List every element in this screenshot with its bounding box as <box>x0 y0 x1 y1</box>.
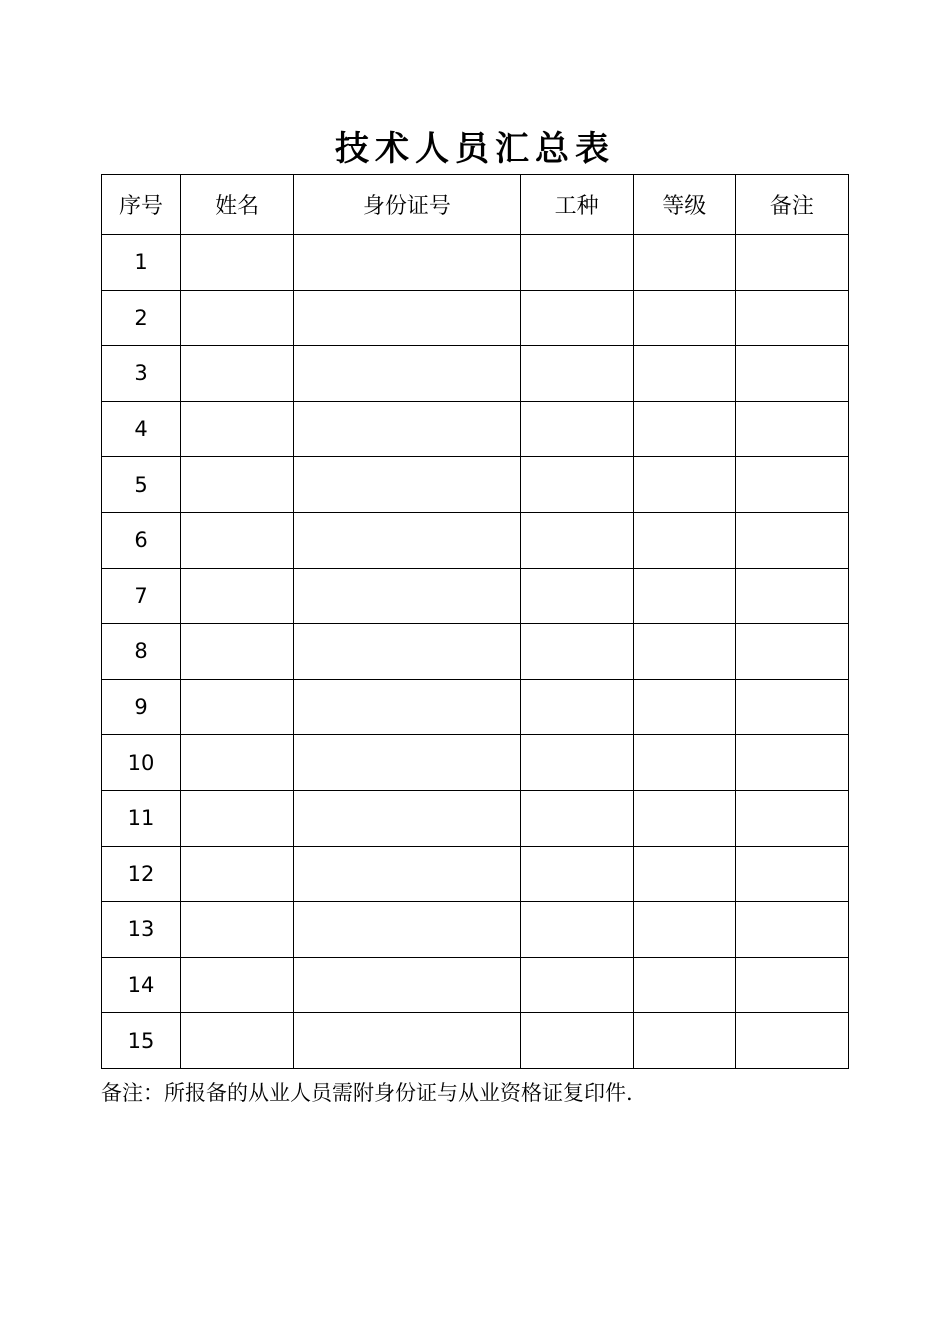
table-body <box>102 235 849 1069</box>
id-number-cell[interactable] <box>294 624 520 680</box>
trade-cell[interactable] <box>520 735 633 791</box>
table-row <box>102 512 849 568</box>
trade-cell[interactable] <box>520 457 633 513</box>
personnel-summary-table <box>101 174 849 1069</box>
name-cell[interactable] <box>181 1013 294 1069</box>
remarks-cell[interactable] <box>735 1013 848 1069</box>
table-row <box>102 457 849 513</box>
header-remarks: 备注 <box>735 175 848 235</box>
header-trade: 工种 <box>520 175 633 235</box>
header-seq: 序号 <box>102 175 181 235</box>
seq-cell: 1 <box>102 235 181 291</box>
seq-cell: 2 <box>102 290 181 346</box>
remarks-cell[interactable] <box>735 679 848 735</box>
trade-cell[interactable] <box>520 902 633 958</box>
table-row <box>102 735 849 791</box>
trade-cell[interactable] <box>520 624 633 680</box>
id-number-cell[interactable] <box>294 735 520 791</box>
name-cell[interactable] <box>181 679 294 735</box>
trade-cell[interactable] <box>520 401 633 457</box>
table-row <box>102 624 849 680</box>
id-number-cell[interactable] <box>294 512 520 568</box>
table-row <box>102 846 849 902</box>
seq-cell: 4 <box>102 401 181 457</box>
header-name: 姓名 <box>181 175 294 235</box>
grade-cell[interactable] <box>633 679 735 735</box>
grade-cell[interactable] <box>633 401 735 457</box>
grade-cell[interactable] <box>633 235 735 291</box>
grade-cell[interactable] <box>633 790 735 846</box>
name-cell[interactable] <box>181 568 294 624</box>
seq-cell: 10 <box>102 735 181 791</box>
remarks-cell[interactable] <box>735 735 848 791</box>
table-row <box>102 679 849 735</box>
trade-cell[interactable] <box>520 346 633 402</box>
table-row <box>102 235 849 291</box>
id-number-cell[interactable] <box>294 1013 520 1069</box>
table-row <box>102 1013 849 1069</box>
seq-cell: 15 <box>102 1013 181 1069</box>
id-number-cell[interactable] <box>294 790 520 846</box>
seq-cell: 3 <box>102 346 181 402</box>
id-number-cell[interactable] <box>294 679 520 735</box>
remarks-cell[interactable] <box>735 568 848 624</box>
name-cell[interactable] <box>181 401 294 457</box>
grade-cell[interactable] <box>633 346 735 402</box>
remarks-cell[interactable] <box>735 624 848 680</box>
trade-cell[interactable] <box>520 512 633 568</box>
table-row <box>102 401 849 457</box>
seq-cell: 5 <box>102 457 181 513</box>
name-cell[interactable] <box>181 624 294 680</box>
id-number-cell[interactable] <box>294 457 520 513</box>
name-cell[interactable] <box>181 512 294 568</box>
name-cell[interactable] <box>181 457 294 513</box>
trade-cell[interactable] <box>520 290 633 346</box>
name-cell[interactable] <box>181 735 294 791</box>
seq-cell: 14 <box>102 957 181 1013</box>
grade-cell[interactable] <box>633 568 735 624</box>
name-cell[interactable] <box>181 790 294 846</box>
grade-cell[interactable] <box>633 846 735 902</box>
table-row <box>102 957 849 1013</box>
id-number-cell[interactable] <box>294 346 520 402</box>
seq-cell: 13 <box>102 902 181 958</box>
grade-cell[interactable] <box>633 624 735 680</box>
grade-cell[interactable] <box>633 290 735 346</box>
grade-cell[interactable] <box>633 902 735 958</box>
remarks-cell[interactable] <box>735 846 848 902</box>
page-title: 技术人员汇总表 <box>335 129 615 169</box>
trade-cell[interactable] <box>520 235 633 291</box>
seq-cell: 6 <box>102 512 181 568</box>
remarks-cell[interactable] <box>735 457 848 513</box>
seq-cell: 12 <box>102 846 181 902</box>
seq-cell: 9 <box>102 679 181 735</box>
name-cell[interactable] <box>181 902 294 958</box>
table-header-row <box>102 175 849 235</box>
table-row <box>102 346 849 402</box>
trade-cell[interactable] <box>520 679 633 735</box>
seq-cell: 8 <box>102 624 181 680</box>
grade-cell[interactable] <box>633 512 735 568</box>
trade-cell[interactable] <box>520 846 633 902</box>
seq-cell: 7 <box>102 568 181 624</box>
id-number-cell[interactable] <box>294 568 520 624</box>
name-cell[interactable] <box>181 957 294 1013</box>
name-cell[interactable] <box>181 846 294 902</box>
id-number-cell[interactable] <box>294 846 520 902</box>
id-number-cell[interactable] <box>294 957 520 1013</box>
trade-cell[interactable] <box>520 1013 633 1069</box>
table-row <box>102 790 849 846</box>
table-row <box>102 568 849 624</box>
id-number-cell[interactable] <box>294 290 520 346</box>
table-row <box>102 902 849 958</box>
trade-cell[interactable] <box>520 790 633 846</box>
trade-cell[interactable] <box>520 568 633 624</box>
header-grade: 等级 <box>633 175 735 235</box>
remarks-cell[interactable] <box>735 346 848 402</box>
grade-cell[interactable] <box>633 457 735 513</box>
remarks-cell[interactable] <box>735 290 848 346</box>
remarks-cell[interactable] <box>735 957 848 1013</box>
remarks-cell[interactable] <box>735 790 848 846</box>
table-row <box>102 290 849 346</box>
header-id-number: 身份证号 <box>294 175 520 235</box>
footnote-remark: 备注：所报备的从业人员需附身份证与从业资格证复印件. <box>101 1081 633 1105</box>
grade-cell[interactable] <box>633 1013 735 1069</box>
id-number-cell[interactable] <box>294 235 520 291</box>
name-cell[interactable] <box>181 346 294 402</box>
remarks-cell[interactable] <box>735 902 848 958</box>
id-number-cell[interactable] <box>294 902 520 958</box>
remarks-cell[interactable] <box>735 512 848 568</box>
name-cell[interactable] <box>181 290 294 346</box>
grade-cell[interactable] <box>633 735 735 791</box>
seq-cell: 11 <box>102 790 181 846</box>
name-cell[interactable] <box>181 235 294 291</box>
remarks-cell[interactable] <box>735 235 848 291</box>
grade-cell[interactable] <box>633 957 735 1013</box>
trade-cell[interactable] <box>520 957 633 1013</box>
id-number-cell[interactable] <box>294 401 520 457</box>
remarks-cell[interactable] <box>735 401 848 457</box>
